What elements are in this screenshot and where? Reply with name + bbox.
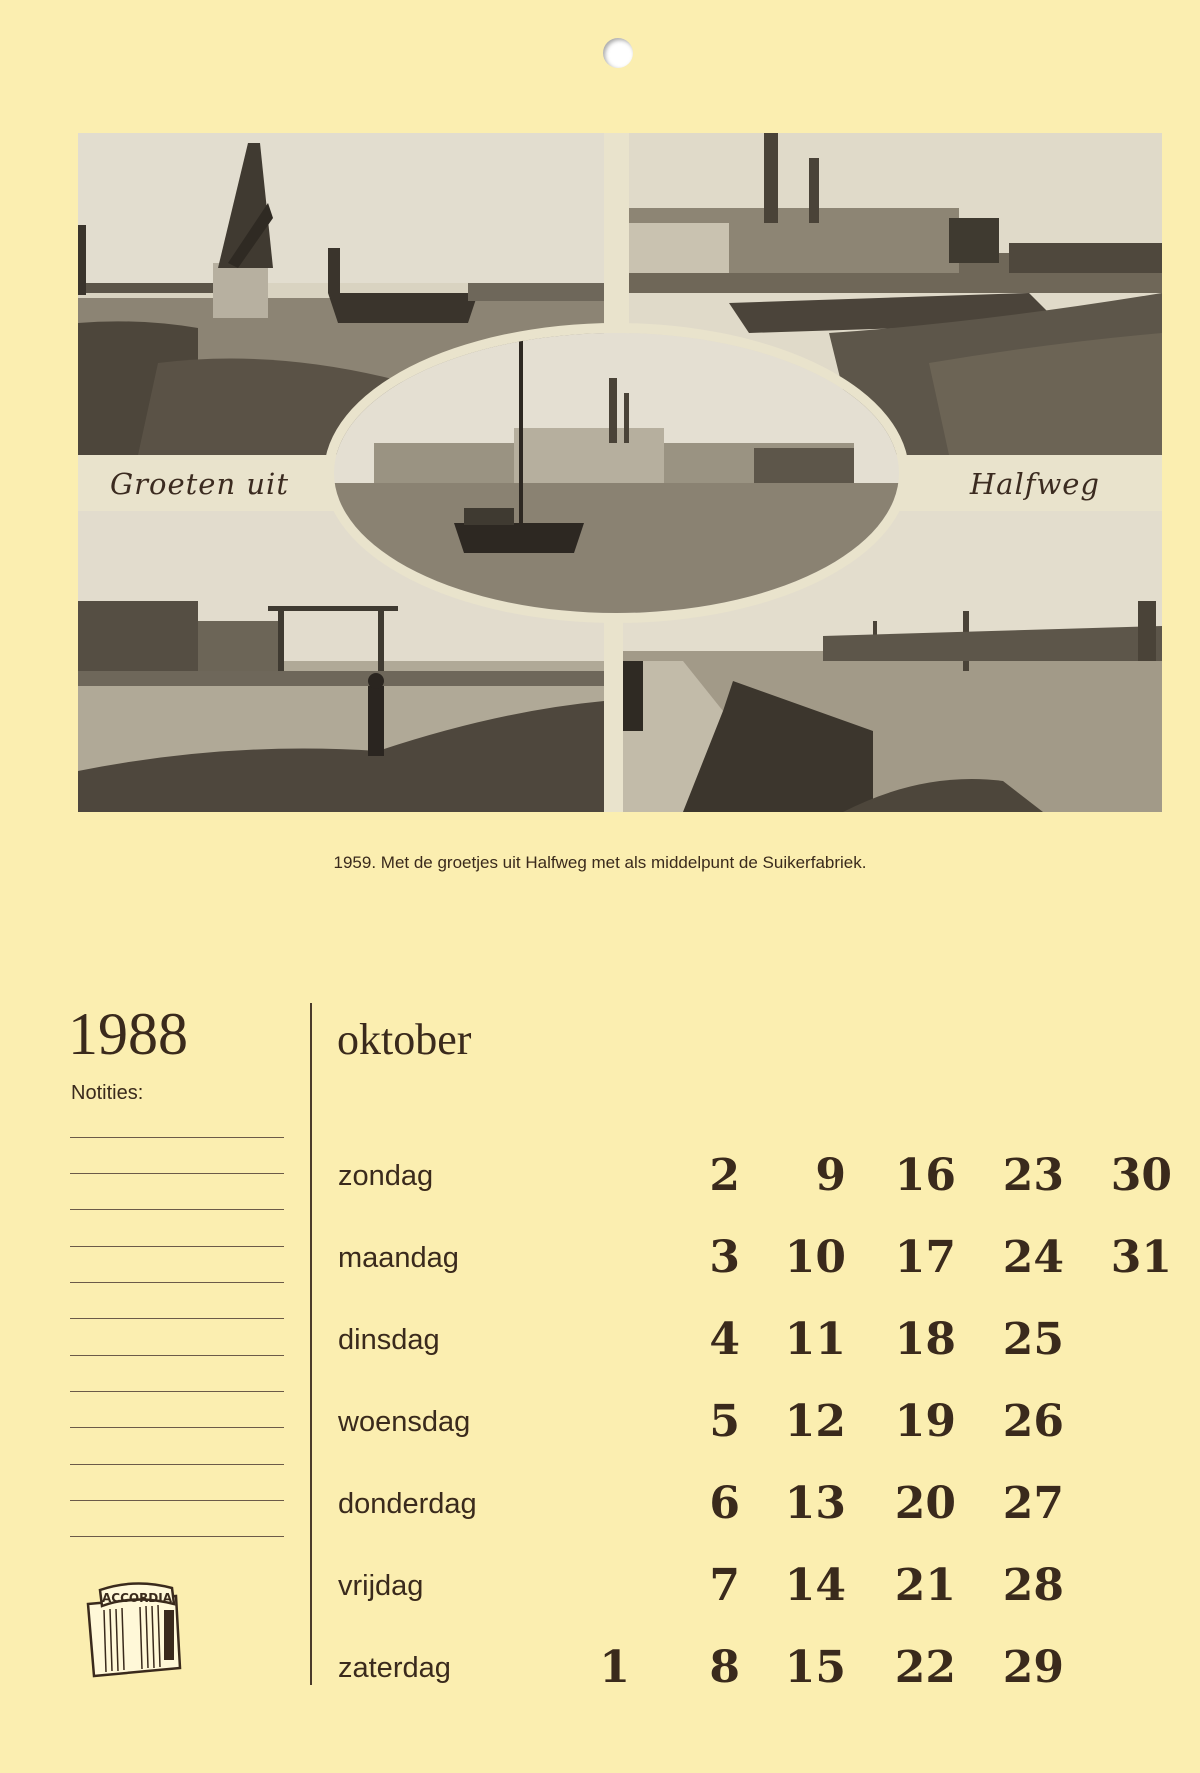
date-cell: 17 <box>894 1232 956 1283</box>
notes-line <box>70 1282 284 1283</box>
notes-line <box>70 1500 284 1501</box>
year-heading: 1988 <box>68 1001 188 1067</box>
postcard-collage <box>78 133 1162 812</box>
date-cell: 22 <box>894 1642 956 1693</box>
logo-text: ACCORDIA <box>101 1591 173 1605</box>
greeting-left: Groeten uit <box>110 467 289 501</box>
notes-label: Notities: <box>71 1082 144 1104</box>
notes-line <box>70 1536 284 1537</box>
date-cell: 4 <box>709 1314 740 1365</box>
date-cell: 20 <box>894 1478 956 1529</box>
weekday-label-zaterdag: zaterdag <box>338 1652 451 1684</box>
date-cell: 23 <box>1002 1150 1064 1201</box>
notes-line <box>70 1391 284 1392</box>
notes-line <box>70 1427 284 1428</box>
month-heading: oktober <box>337 1015 472 1064</box>
date-cell: 19 <box>894 1396 956 1447</box>
notes-line <box>70 1318 284 1319</box>
date-cell: 24 <box>1002 1232 1064 1283</box>
date-cell: 12 <box>784 1396 846 1447</box>
date-cell: 21 <box>894 1560 956 1611</box>
greeting-right: Halfweg <box>969 467 1100 501</box>
notes-line <box>70 1137 284 1138</box>
date-cell: 27 <box>1002 1478 1064 1529</box>
date-cell: 28 <box>1002 1560 1064 1611</box>
notes-line <box>70 1173 284 1174</box>
date-cell: 25 <box>1002 1314 1064 1365</box>
date-cell: 2 <box>709 1150 740 1201</box>
date-cell: 31 <box>1110 1232 1172 1283</box>
weekday-label-maandag: maandag <box>338 1242 459 1274</box>
photo-central-harbour <box>324 323 909 623</box>
date-cell: 29 <box>1002 1642 1064 1693</box>
notes-line <box>70 1355 284 1356</box>
weekday-label-zondag: zondag <box>338 1160 434 1192</box>
date-cell: 26 <box>1002 1396 1064 1447</box>
date-cell: 15 <box>784 1642 846 1693</box>
date-cell: 11 <box>784 1314 846 1365</box>
date-cell: 18 <box>894 1314 956 1365</box>
date-cell: 30 <box>1110 1150 1172 1201</box>
notes-line <box>70 1209 284 1210</box>
notes-line <box>70 1464 284 1465</box>
weekday-label-vrijdag: vrijdag <box>338 1570 424 1602</box>
punch-hole <box>603 38 633 68</box>
date-cell: 5 <box>709 1396 740 1447</box>
date-cell: 13 <box>784 1478 846 1529</box>
divider-rule <box>310 1003 312 1685</box>
date-cell: 6 <box>709 1478 740 1529</box>
weekday-label-woensdag: woensdag <box>338 1406 471 1438</box>
date-cell: 7 <box>709 1560 740 1611</box>
accordia-logo <box>80 1576 188 1684</box>
date-cell: 9 <box>815 1150 846 1201</box>
photo-caption: 1959. Met de groetjes uit Halfweg met als middelpunt de Suikerfabriek. <box>333 853 867 872</box>
date-cell: 3 <box>709 1232 740 1283</box>
date-cell: 8 <box>709 1642 740 1693</box>
notes-line <box>70 1246 284 1247</box>
weekday-label-donderdag: donderdag <box>338 1488 477 1520</box>
weekday-label-dinsdag: dinsdag <box>338 1324 440 1356</box>
date-cell: 10 <box>784 1232 846 1283</box>
date-cell: 16 <box>894 1150 956 1201</box>
date-cell: 1 <box>599 1642 630 1693</box>
date-cell: 14 <box>784 1560 846 1611</box>
